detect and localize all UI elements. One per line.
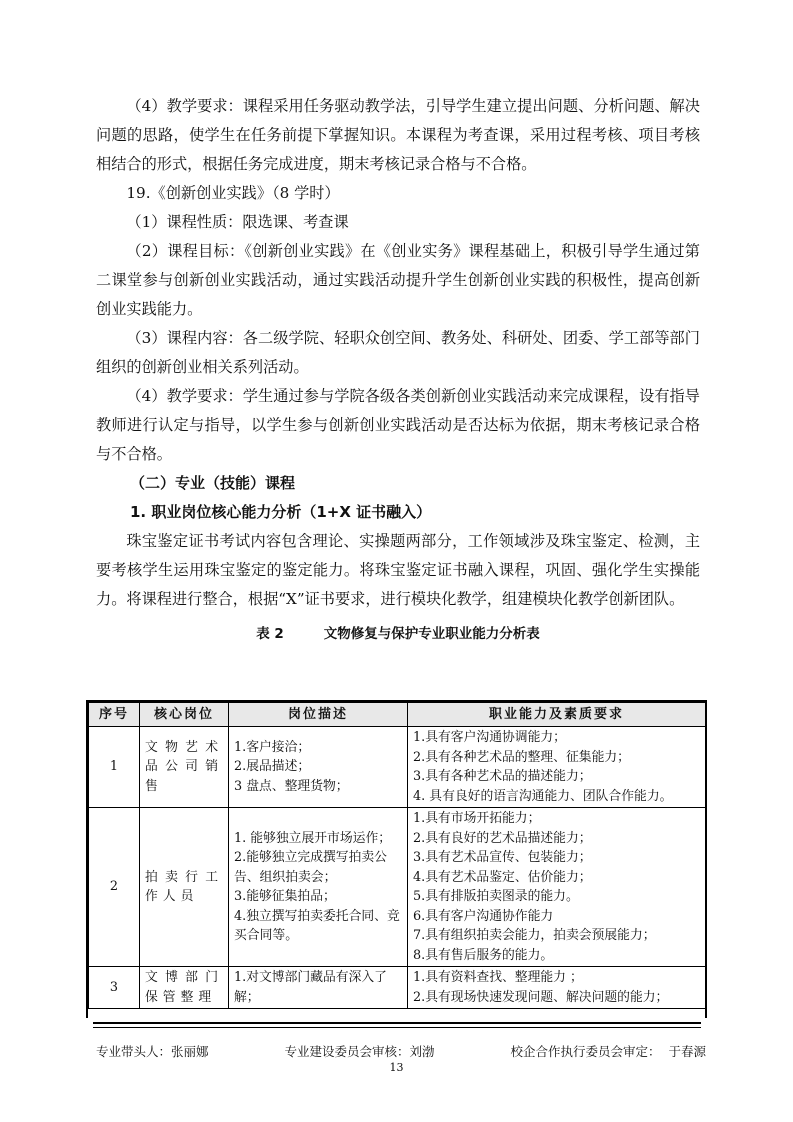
requirement-item: 7.具有组织拍卖会能力，拍卖会预展能力； <box>413 928 656 943</box>
row-description <box>229 727 408 808</box>
description-item: 1.对文博部门藏品有深入了解； <box>234 970 387 1005</box>
table-caption-number: 表 2 <box>256 626 284 642</box>
description-item: 4.独立撰写拍卖委托合同、竞买合同等。 <box>234 908 400 943</box>
header-number: 序号 <box>89 703 140 727</box>
requirement-item: 3.具有各种艺术品的描述能力； <box>413 769 592 784</box>
row-post: 文物艺术品公司销售 <box>140 727 229 808</box>
table-row <box>89 808 706 967</box>
footer-committee-review: 专业建设委员会审核：刘渤 <box>284 1044 435 1059</box>
description-item: 2.能够独立完成撰写拍卖公告、组织拍卖会； <box>234 850 387 885</box>
row-description <box>229 808 408 967</box>
requirement-item: 5.具有排版拍卖图录的能力。 <box>413 889 579 904</box>
description-item: 2.展品描述； <box>234 759 311 775</box>
requirement-item: 1.具有资料查找、整理能力 ； <box>413 970 583 985</box>
page-footer <box>96 1042 706 1060</box>
row-requirements <box>408 967 706 1009</box>
row-post: 文博部门保管整理 <box>140 967 229 1009</box>
footer-divider-thick <box>93 1022 701 1024</box>
course-title-19: 19.《创新创业实践》（8 学时） <box>126 184 340 202</box>
requirement-item: 1.具有市场开拓能力； <box>413 811 541 826</box>
row-number: 1 <box>89 727 140 808</box>
description-item: 1. 能够独立展开市场运作； <box>234 830 392 846</box>
header-ability-requirements: 职业能力及素质要求 <box>408 703 706 727</box>
row-number: 3 <box>89 967 140 1009</box>
description-item: 3 盘点、整理货物； <box>234 778 349 794</box>
paragraph-course-nature: （1）课程性质：限选课、考查课 <box>126 213 349 231</box>
table-row <box>89 727 706 808</box>
footer-school-approval: 校企合作执行委员会审定： 于春源 <box>510 1044 706 1059</box>
description-item: 3.能够征集拍品； <box>234 889 336 904</box>
requirement-item: 2.具有现场快速发现问题、解决问题的能力； <box>413 989 669 1005</box>
row-requirements <box>408 808 706 967</box>
row-number: 2 <box>89 808 140 967</box>
table-row <box>89 967 706 1009</box>
footer-divider-thin <box>93 1027 701 1028</box>
requirement-item: 8.具有售后服务的能力。 <box>413 947 554 963</box>
row-post: 拍卖行工作人员 <box>140 808 229 967</box>
header-core-post: 核心岗位 <box>140 703 229 727</box>
paragraph-teaching-requirement-19: （4）教学要求：学生通过参与学院各级各类创新创业实践活动来完成课程，设有指导教师进行认定与指导，以学生参与创新创业实践活动是否达标为依据，期末考核记录合格与不合格。 <box>96 387 700 463</box>
requirement-item: 2.具有各种艺术品的整理、征集能力； <box>413 749 630 765</box>
requirement-item: 1.具有客户沟通协调能力； <box>413 730 566 745</box>
section-heading: （二）专业（技能）课程 <box>130 474 296 492</box>
requirement-item: 3.具有艺术品宣传、包装能力； <box>413 850 592 865</box>
row-requirements <box>408 727 706 808</box>
requirement-item: 4. 具有良好的语言沟通能力、团队合作能力。 <box>413 788 673 804</box>
paragraph-teaching-requirement-18: （4）教学要求：课程采用任务驱动教学法，引导学生建立提出问题、分析问题、解决问题的思路，使学生在任务前提下掌握知识。本课程为考查课，采用过程考核、项目考核相结合的形式，根据任务完成进度，期末考核记录合格与不合格。 <box>96 97 700 173</box>
paragraph-certificate: 珠宝鉴定证书考试内容包含理论、实操题两部分，工作领域涉及珠宝鉴定、检测，主要考核学生运用珠宝鉴定的鉴定能力。将珠宝鉴定证书融入课程，巩固、强化学生实操能力。将课程进行整合，根据“X”证书要求，进行模块化教学，组建模块化教学创新团队。 <box>96 532 700 608</box>
footer-program-leader: 专业带头人：张丽娜 <box>96 1044 209 1059</box>
paragraph-course-content: （3）课程内容：各二级学院、轻职众创空间、教务处、科研处、团委、学工部等部门组织的创新创业相关系列活动。 <box>96 329 700 376</box>
table-caption-title: 文物修复与保护专业职业能力分析表 <box>323 626 540 642</box>
description-item: 1.客户接洽； <box>234 739 311 755</box>
paragraph-course-goal: （2）课程目标：《创新创业实践》在《创业实务》课程基础上，积极引导学生通过第二课堂参与创新创业实践活动，通过实践活动提升学生创新创业实践的积极性，提高创新创业实践能力。 <box>96 242 700 318</box>
subsection-heading: 1. 职业岗位核心能力分析（1+X 证书融入） <box>130 503 432 521</box>
header-post-description: 岗位描述 <box>229 703 408 727</box>
requirement-item: 6.具有客户沟通协作能力 <box>413 908 554 924</box>
page-number: 13 <box>389 1061 404 1074</box>
row-description <box>229 967 408 1009</box>
ability-table <box>88 702 706 1009</box>
requirement-item: 2.具有良好的艺术品描述能力； <box>413 830 592 846</box>
table-header-row <box>89 703 706 727</box>
requirement-item: 4.具有艺术品鉴定、估价能力； <box>413 869 592 885</box>
